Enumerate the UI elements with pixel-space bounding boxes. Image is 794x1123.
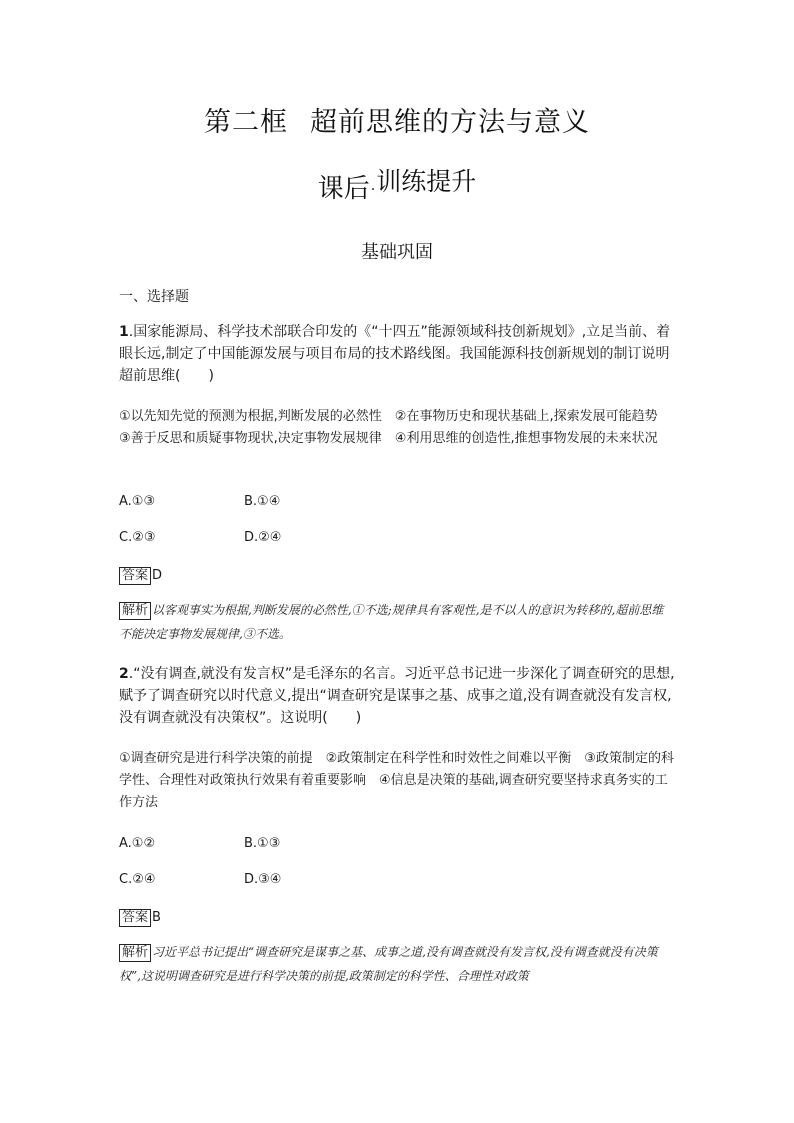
answer-label: 答案 [119, 909, 151, 927]
answer-label: 答案 [119, 567, 151, 585]
lesson-title [0, 100, 794, 139]
exercise-title-part1: 课后 [317, 174, 370, 204]
question-1-analysis-text: 以客观事实为根据,判断发展的必然性,①不选;规律具有客观性,是不以人的意识为转移的,超前思维不能决定事物发展规律,③不选。 [119, 603, 664, 641]
question-2-choice-d[interactable]: D.③④ [244, 872, 282, 887]
question-1-answer-value: D [152, 568, 163, 583]
question-2-options: ①调查研究是进行科学决策的前提 ②政策制定在科学性和时效性之间难以平衡 ③政策制定的科学性、合理性对政策执行效果有着重要影响 ④信息是决策的基础,调查研究要坚持求真务实的工作方法 [119, 751, 674, 810]
question-2-analysis [119, 940, 675, 988]
section-title: 基础巩固 [361, 242, 433, 263]
question-2-answer [119, 908, 675, 927]
question-2-text: .“没有调查,就没有发言权”是毛泽东的名言。习近平总书记进一步深化了调查研究的思想,赋予了调查研究以时代意义,提出“调查研究是谋事之基、成事之道,没有调查就没有发言权,没有调查就没有决策权”。这说明( ) [119, 666, 675, 726]
question-1-choice-c[interactable]: C.②③ [119, 530, 156, 545]
question-1-options: ①以先知先觉的预测为根据,判断发展的必然性 ②在事物历史和现状基础上,探索发展可能趋势 ③善于反思和质疑事物现状,决定事物发展规律 ④利用思维的创造性,推想事物发展的未来状况 [119, 409, 671, 446]
lesson-title-part2: 超前思维的方法与意义 [310, 107, 590, 138]
question-2-answer-value: B [152, 910, 161, 925]
question-1-choices-row-2 [119, 530, 675, 550]
question-1-choice-a[interactable]: A.①③ [119, 494, 156, 509]
question-2-number: 2 [119, 666, 129, 682]
question-2-stem [119, 663, 675, 729]
question-type-heading: 一、选择题 [119, 289, 189, 305]
question-2-choices-row-2 [119, 872, 675, 892]
question-1-text: .国家能源局、科学技术部联合印发的《“十四五”能源领域科技创新规划》,立足当前、着眼长远,制定了中国能源发展与项目布局的技术路线图。我国能源科技创新规划的制订说明超前思维( ) [119, 324, 671, 384]
lesson-title-part1: 第二框 [204, 107, 288, 138]
question-1-stem [119, 321, 675, 387]
question-1-analysis [119, 598, 675, 646]
question-2-analysis-text: 习近平总书记提出“调查研究是谋事之基、成事之道,没有调查就没有发言权,没有调查就没有决策权”,这说明调查研究是进行科学决策的前提,政策制定的科学性、合理性对政策 [119, 945, 658, 983]
exercise-title-dot: · [370, 181, 376, 198]
question-2-choice-b[interactable]: B.①③ [244, 836, 281, 851]
question-2-choices-row-1 [119, 836, 675, 856]
exercise-title [0, 168, 794, 205]
question-1-choice-b[interactable]: B.①④ [244, 494, 281, 509]
question-1-choice-d[interactable]: D.②④ [244, 530, 282, 545]
question-2-choice-a[interactable]: A.①② [119, 836, 156, 851]
analysis-label: 解析 [119, 602, 151, 620]
question-2-choice-c[interactable]: C.②④ [119, 872, 156, 887]
question-1-choices-row-1 [119, 494, 675, 514]
analysis-label: 解析 [119, 944, 151, 962]
exercise-title-part2: 训练提升 [376, 167, 477, 196]
question-1-number: 1 [119, 324, 129, 340]
question-1-answer [119, 566, 675, 585]
